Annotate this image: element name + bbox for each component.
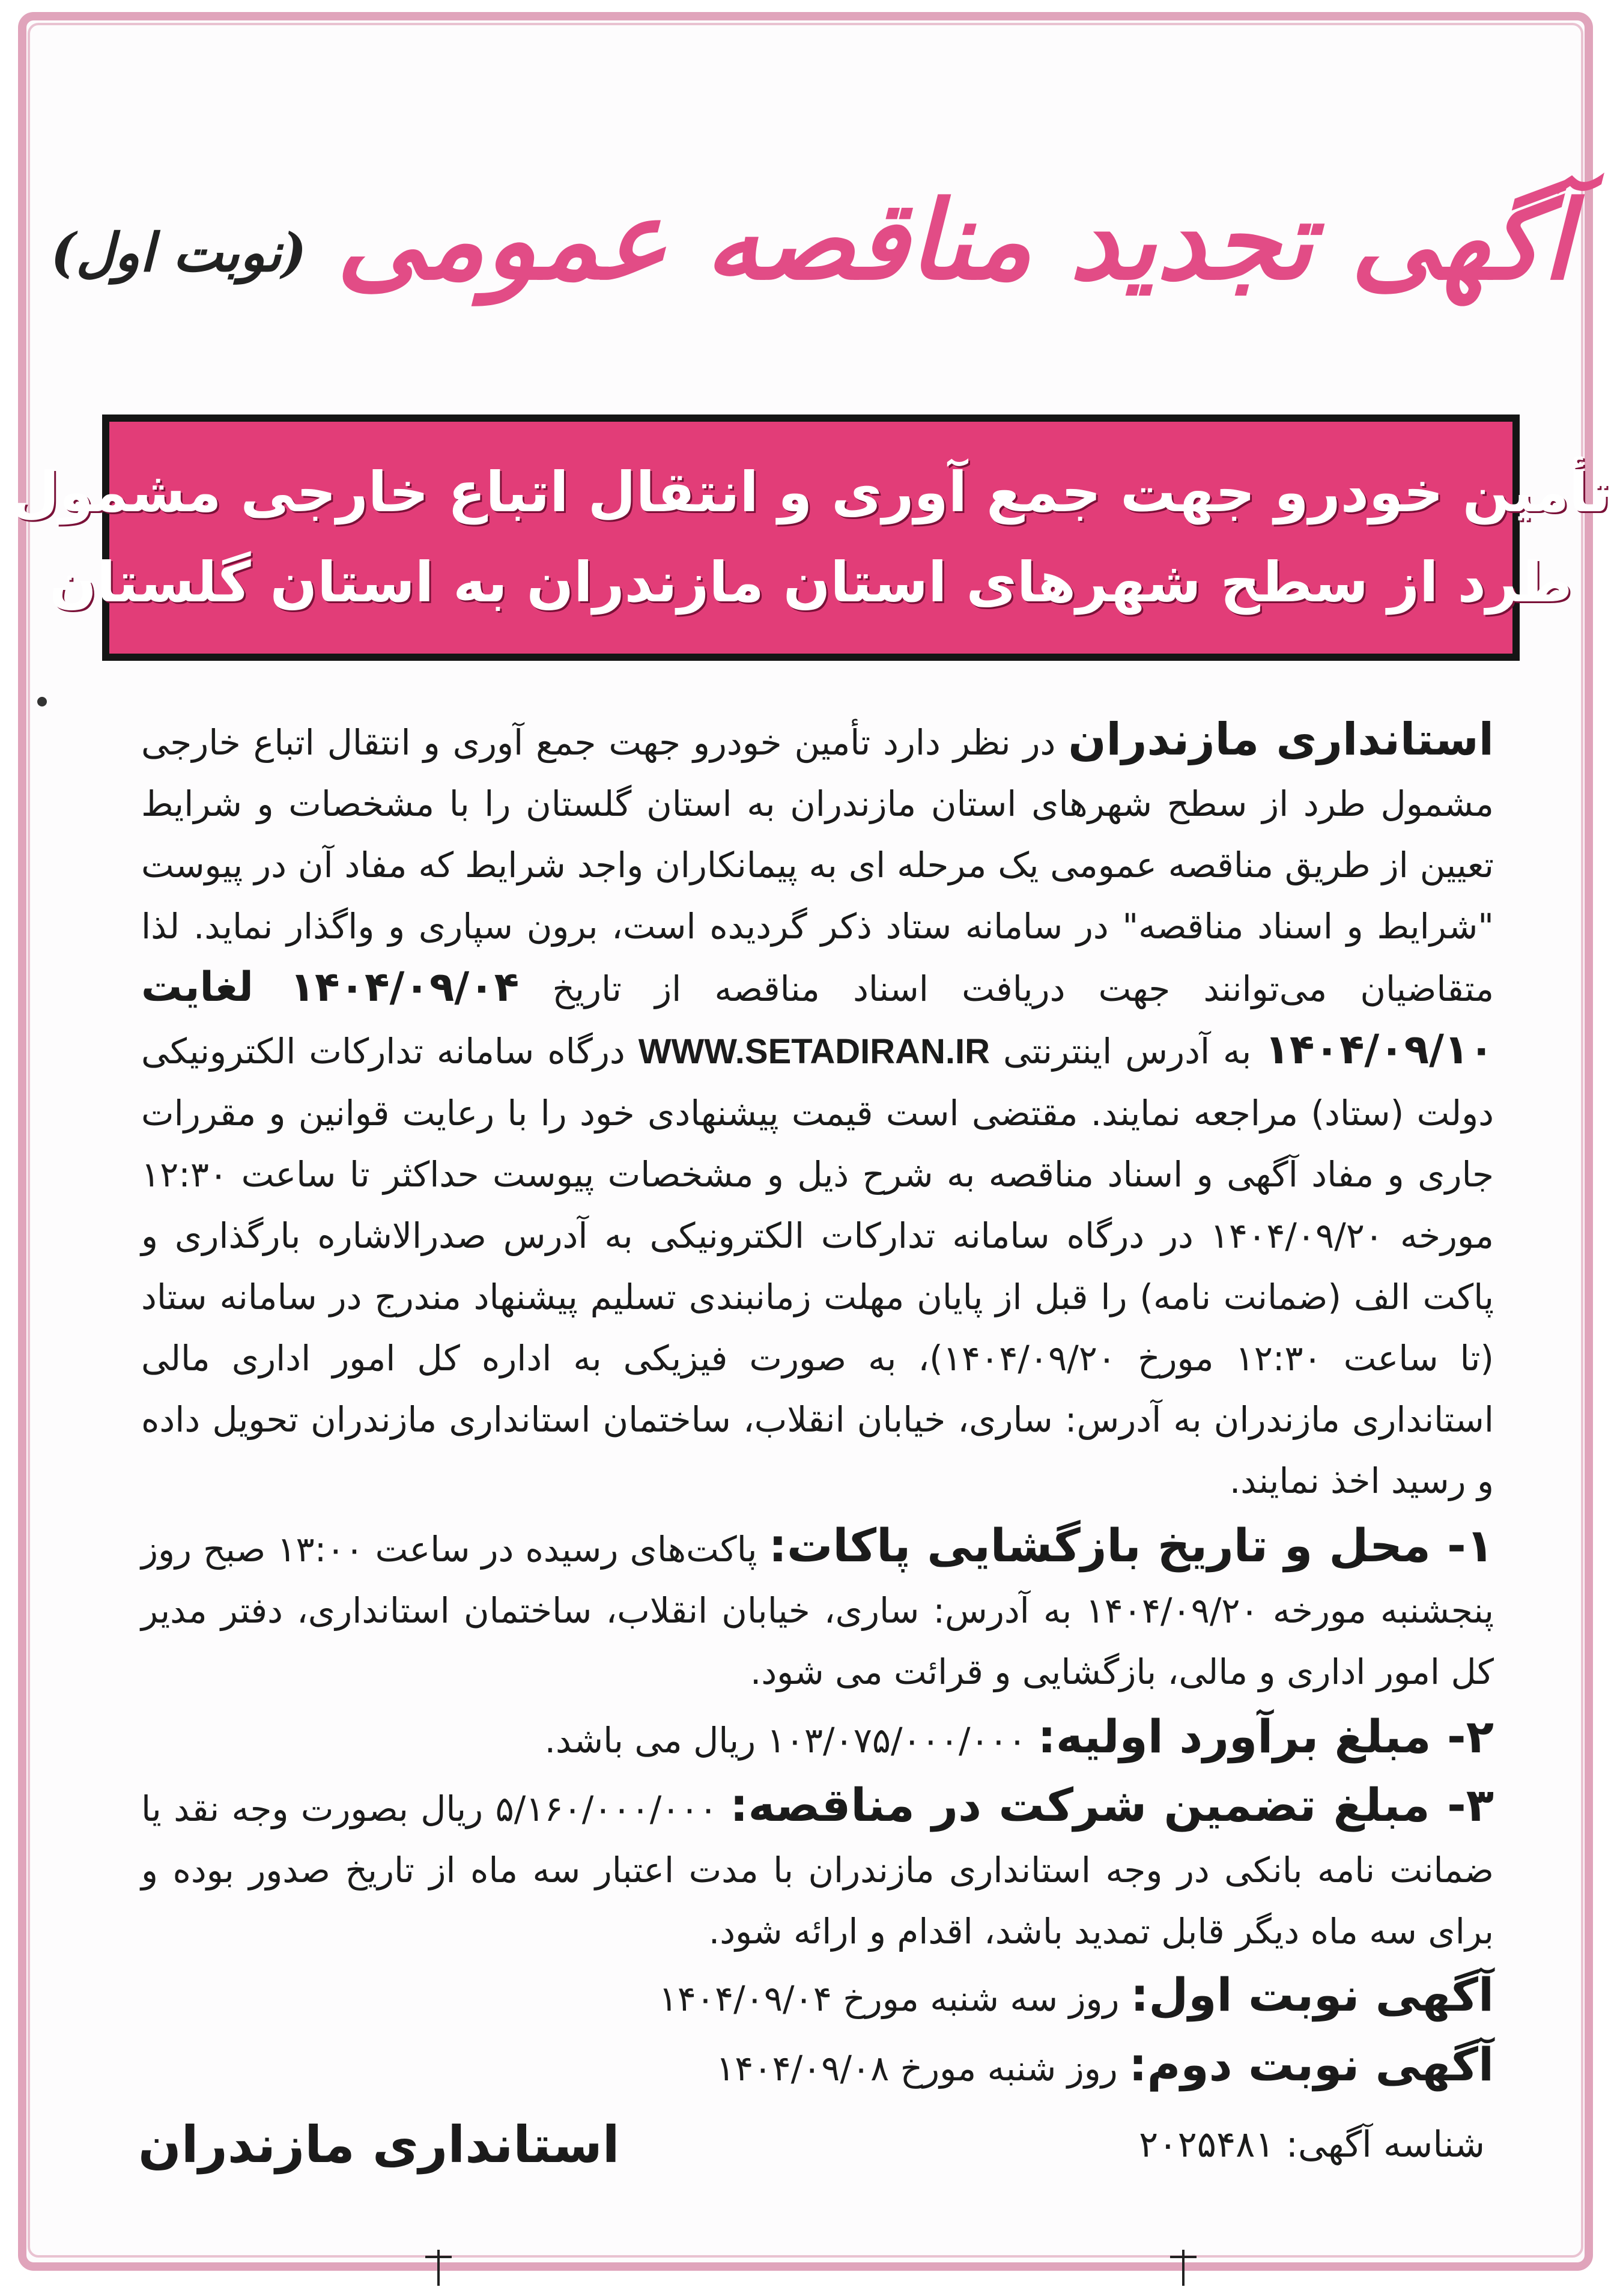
notice-id [1139,2124,1485,2166]
instructions-text: درگاه سامانه تدارکات الکترونیکی دولت (ستاد) مراجعه نمایند. مقتضی است قیمت پیشنهادی خود را با رعایت قوانین و مقررات جاری و مفاد آگهی و اسناد مناقصه به شرح ذیل و مشخصات پیوست حداکثر تا ساعت ۱۲:۳۰ مورخه ۱۴۰۴/۰۹/۲۰ در درگاه سامانه تدارکات الکترونیکی به آدرس صدرالاشاره بارگذاری و پاکت الف (ضمانت نامه) را قبل از پایان مهلت زمانبندی تسلیم پیشنهاد مندرج در سامانه ستاد (تا ساعت ۱۲:۳۰ مورخ ۱۴۰۴/۰۹/۲۰)، به صورت فیزیکی به اداره کل امور اداری مالی استانداری مازندران به آدرس: ساری، خیابان انقلاب، ساختمان استانداری مازندران تحویل داده و رسید اخذ نمایند. [141,1031,1494,1501]
notice-id-value: ۲۰۲۵۴۸۱ [1139,2124,1275,2166]
subject-banner [11,415,1611,661]
print-dot [37,697,47,706]
notice-date: روز شنبه مورخ ۱۴۰۴/۰۹/۰۸ [715,2048,1118,2089]
website-link[interactable]: WWW.SETADIRAN.IR [638,1032,990,1071]
notice-label: آگهی نوبت دوم: [1129,2038,1494,2091]
intro-paragraph [141,709,1494,1511]
notice-body [141,709,1494,2101]
banner-line-1: تأمین خودرو جهت جمع آوری و انتقال اتباع خارجی مشمول [11,460,1611,524]
item-opening [141,1515,1494,1702]
item-label: ۲- مبلغ برآورد اولیه: [1037,1710,1494,1763]
signature: استانداری مازندران [138,2115,620,2174]
footer [138,2103,1485,2187]
item-estimate [141,1706,1494,1771]
notice-title: آگهی تجدید مناقصه عمومی [336,177,1573,304]
item-text: پاکت‌های رسیده در ساعت ۱۳:۰۰ صبح روز پنجشنبه مورخه ۱۴۰۴/۰۹/۲۰ به آدرس: ساری، خیابان انقلاب، ساختمان استانداری، دفتر مدیر کل امور اداری و مالی، بازگشایی و قرائت می شود. [141,1529,1494,1692]
address-prefix: به آدرس اینترنتی [1003,1031,1252,1072]
organization-name: استانداری مازندران [1068,714,1494,765]
edition-label: (نوبت اول) [50,221,307,284]
notice-id-label: شناسه آگهی: [1285,2124,1485,2166]
item-text: ۵/۱۶۰/۰۰۰/۰۰۰ ریال بصورت وجه نقد یا ضمانت نامه بانکی در وجه استانداری مازندران با مدت اعتبار سه ماه از تاریخ صدور بوده و برای سه ماه دیگر قابل تمدید باشد، اقدام و ارائه شود. [141,1788,1494,1952]
item-label: ۳- مبلغ تضمین شرکت در مناقصه: [730,1778,1494,1832]
title-row [50,114,1573,366]
registration-mark [420,2250,457,2286]
item-guarantee [141,1775,1494,1962]
banner-line-2: طرد از سطح شهرهای استان مازندران به استان گلستان [49,550,1573,615]
notice-second [141,2032,1494,2101]
item-text: ۱۰۳/۰۷۵/۰۰۰/۰۰۰ ریال می باشد. [544,1720,1027,1761]
item-label: ۱- محل و تاریخ بازگشایی پاکات: [768,1519,1494,1572]
document-date-range: ۱۴۰۴/۰۹/۰۴ لغایت ۱۴۰۴/۰۹/۱۰ [141,964,1494,1074]
notice-first [141,1962,1494,2032]
intro-text: در نظر دارد تأمین خودرو جهت جمع آوری و انتقال اتباع خارجی مشمول طرد از سطح شهرهای استان مازندران به استان گلستان را با مشخصات و شرایط تعیین از طریق مناقصه عمومی یک مرحله ای به پیمانکاران واجد شرایط که مفاد آن در پیوست "شرایط و اسناد مناقصه" در سامانه ستاد ذکر گردیده است، برون سپاری و واگذار نماید. لذا متقاضیان می‌توانند جهت دریافت اسناد مناقصه از تاریخ [141,722,1494,1009]
notice-label: آگهی نوبت اول: [1130,1968,1494,2021]
registration-mark [1165,2250,1201,2286]
notice-date: روز سه شنبه مورخ ۱۴۰۴/۰۹/۰۴ [658,1978,1120,2019]
